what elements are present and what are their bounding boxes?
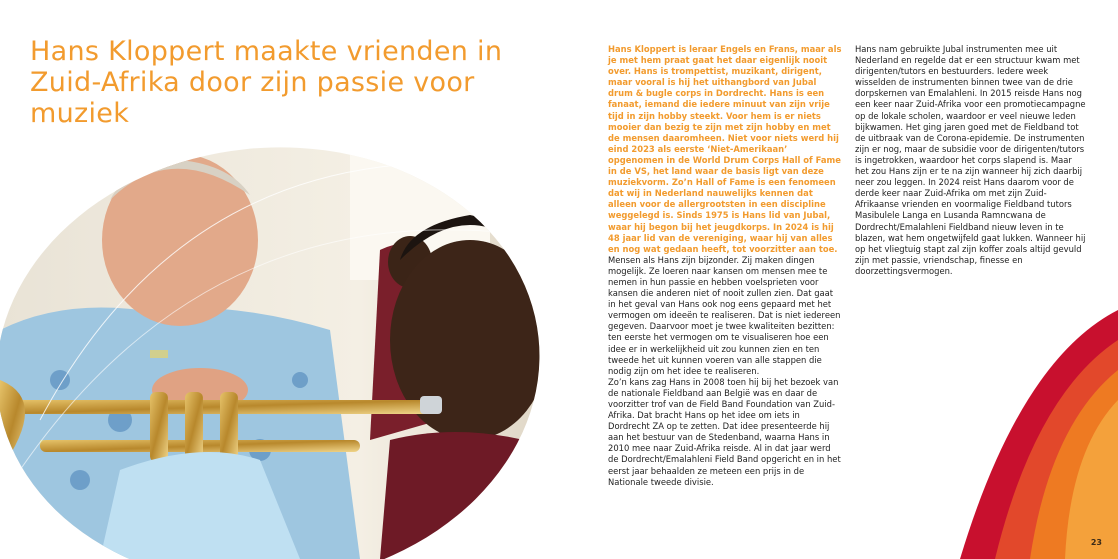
article-paragraph: Hans nam gebruikte Jubal instrumenten mee uit Nederland en regelde dat er een structuur kwam met dirigenten/tutors en bestuurders. Iedere week wisselden de instrumenten binnen twee van de drie dorpskernen van Emalahleni. In 2015 reisde Hans nog een keer naar Zuid-Afrika voor een promotiecampagne op de lokale scholen, waardoor er veel nieuwe leden bijkwamen. Het ging jaren goed met de Fieldband tot de uitbraak van de Corona-epidemie. De instrumenten zijn er nog, maar de subsidie voor de dirigenten/tutors is ingetrokken, waardoor het corps slapend is. Maar het zou Hans zijn er te na zijn wanneer hij zich daarbij neer zou leggen. In 2024 reist Hans daarom voor de derde keer naar Zuid-Afrika om met zijn Zuid-Afrikaanse vrienden en voormalige Fieldband tutors Masibulele Langa en Lusanda Ramncwana de Dordrecht/Emalahleni Fieldband nieuw leven in te blazen, wat hem ongetwijfeld gaat lukken. Wanneer hij op het vliegtuig stapt zal zijn koffer zoals altijd gevuld zijn met passie, vriendschap, finesse en doorzettingsvermogen. [855,44,1086,276]
article-paragraph: Mensen als Hans zijn bijzonder. Zij maken dingen mogelijk. Ze loeren naar kansen om mensen mee te nemen in hun passie en hebben voelsprieten voor kansen die anderen niet of nooit zullen zien. Dat gaat in het geval van Hans ook nog eens gepaard met het vermogen om ideeën te realiseren. Dat is niet iedereen gegeven. Daarvoor moet je twee kwaliteiten bezitten: ten eerste het vermogen om te visualiseren hoe een idee er in werkelijkheid uit zou kunnen zien en ten tweede het uit kunnen voeren van alle stappen die nodig zijn om het idee te realiseren. [608,254,841,376]
article-title: Hans Kloppert maakte vrienden in Zuid-Afrika door zijn passie voor muziek [30,36,503,129]
text-column-middle [608,44,842,488]
page-number: 23 [1090,538,1102,547]
decorative-swoosh [900,300,1118,559]
article-intro: Hans Kloppert is leraar Engels en Frans, maar als je met hem praat gaat het daar eigenlijk nooit over. Hans is trompettist, muzikant, dirigent, maar vooral is hij het uithangbord van Jubal drum & bugle corps in Dordrecht. Hans is een fanaat, iemand die iedere minuut van zijn vrije tijd in zijn hobby steekt. Voor hem is er niets mooier dan bezig te zijn met zijn hobby en met de mensen daaromheen. Niet voor niets werd hij eind 2023 als eerste ‘Niet-Amerikaan’ opgenomen in de World Drum Corps Hall of Fame in de VS, het land waar de basis ligt van deze muziekvorm. Zo’n Hall of Fame is een fenomeen dat wij in Nederland nauwelijks kennen dat alleen voor de allergrootsten in een discipline weggelegd is. Sinds 1975 is Hans lid van Jubal, waar hij begon bij het jeugdkorps. In 2024 is hij 48 jaar lid van de vereniging, waar hij van alles en nog wat gedaan heeft, tot voorzitter aan toe. [608,44,842,254]
text-column-right [855,44,1087,277]
article-paragraph: Zo’n kans zag Hans in 2008 toen hij bij het bezoek van de nationale Fieldband aan België was en daar de voorzitter trof van de Field Band Foundation van Zuid-Afrika. Dat bracht Hans op het idee om iets in Dordrecht ZA op te zetten. Dat idee presenteerde hij aan het bestuur van de Stedenband, waarna Hans in 2010 mee naar Zuid-Afrika reisde. Al in dat jaar werd de Dordrecht/Emalahleni Field Band opgericht en in het eerst jaar behaalden ze meteen een prijs in de Nationale tweede divisie. [608,376,841,487]
